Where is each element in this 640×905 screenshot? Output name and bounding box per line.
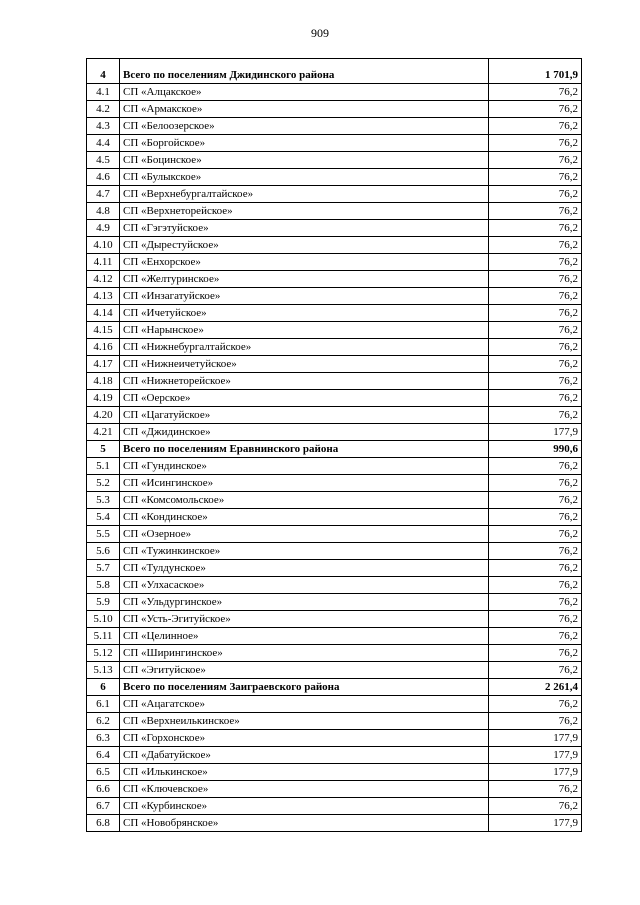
row-value: 76,2 bbox=[489, 645, 582, 662]
table-row bbox=[87, 339, 582, 356]
row-value: 76,2 bbox=[489, 84, 582, 101]
row-number: 4.1 bbox=[87, 84, 120, 101]
row-name: СП «Исингинское» bbox=[120, 475, 489, 492]
table-row bbox=[87, 169, 582, 186]
row-name: СП «Ичетуйское» bbox=[120, 305, 489, 322]
table-row bbox=[87, 118, 582, 135]
table-row bbox=[87, 203, 582, 220]
row-number: 4.4 bbox=[87, 135, 120, 152]
row-number: 6.7 bbox=[87, 798, 120, 815]
row-number: 4.2 bbox=[87, 101, 120, 118]
row-number: 6.6 bbox=[87, 781, 120, 798]
row-number: 5.7 bbox=[87, 560, 120, 577]
row-number: 4.21 bbox=[87, 424, 120, 441]
row-value: 76,2 bbox=[489, 101, 582, 118]
row-number: 4.17 bbox=[87, 356, 120, 373]
table-row bbox=[87, 458, 582, 475]
table-row bbox=[87, 271, 582, 288]
row-name: СП «Улхасаское» bbox=[120, 577, 489, 594]
table-row bbox=[87, 577, 582, 594]
row-value: 76,2 bbox=[489, 135, 582, 152]
row-value: 177,9 bbox=[489, 424, 582, 441]
row-number: 4.20 bbox=[87, 407, 120, 424]
row-name: СП «Нижнебургалтайское» bbox=[120, 339, 489, 356]
row-name: СП «Горхонское» bbox=[120, 730, 489, 747]
table-row bbox=[87, 526, 582, 543]
row-name: СП «Озерное» bbox=[120, 526, 489, 543]
row-name: СП «Ульдургинское» bbox=[120, 594, 489, 611]
row-name: СП «Алцакское» bbox=[120, 84, 489, 101]
row-name: СП «Ширингинское» bbox=[120, 645, 489, 662]
table-row-total bbox=[87, 679, 582, 696]
table-row bbox=[87, 84, 582, 101]
row-name: СП «Нижнеторейское» bbox=[120, 373, 489, 390]
row-number: 4.14 bbox=[87, 305, 120, 322]
row-number: 6.5 bbox=[87, 764, 120, 781]
row-value: 1 701,9 bbox=[489, 59, 582, 84]
row-number: 4.8 bbox=[87, 203, 120, 220]
row-number: 4.19 bbox=[87, 390, 120, 407]
table-row bbox=[87, 764, 582, 781]
table-row bbox=[87, 186, 582, 203]
row-number: 4.13 bbox=[87, 288, 120, 305]
row-number: 5.1 bbox=[87, 458, 120, 475]
row-name: СП «Усть-Эгитуйское» bbox=[120, 611, 489, 628]
row-name: СП «Илькинское» bbox=[120, 764, 489, 781]
row-number: 5 bbox=[87, 441, 120, 458]
row-name: СП «Ацагатское» bbox=[120, 696, 489, 713]
table-row-total bbox=[87, 441, 582, 458]
row-number: 5.5 bbox=[87, 526, 120, 543]
row-value: 76,2 bbox=[489, 781, 582, 798]
row-value: 76,2 bbox=[489, 152, 582, 169]
table-row bbox=[87, 628, 582, 645]
row-value: 76,2 bbox=[489, 237, 582, 254]
row-value: 76,2 bbox=[489, 169, 582, 186]
row-name: СП «Инзагатуйское» bbox=[120, 288, 489, 305]
row-value: 76,2 bbox=[489, 560, 582, 577]
table-row bbox=[87, 475, 582, 492]
row-number: 4.12 bbox=[87, 271, 120, 288]
table-row bbox=[87, 713, 582, 730]
row-number: 4 bbox=[87, 59, 120, 84]
row-value: 76,2 bbox=[489, 594, 582, 611]
table-row bbox=[87, 288, 582, 305]
table-row bbox=[87, 424, 582, 441]
row-number: 5.6 bbox=[87, 543, 120, 560]
row-name: СП «Желтуринское» bbox=[120, 271, 489, 288]
row-name: СП «Целинное» bbox=[120, 628, 489, 645]
row-name: СП «Верхнебургалтайское» bbox=[120, 186, 489, 203]
table-row bbox=[87, 152, 582, 169]
row-value: 76,2 bbox=[489, 713, 582, 730]
table-row bbox=[87, 662, 582, 679]
row-name: СП «Белоозерское» bbox=[120, 118, 489, 135]
table-row bbox=[87, 305, 582, 322]
table-row bbox=[87, 543, 582, 560]
row-name: СП «Верхнеилькинское» bbox=[120, 713, 489, 730]
row-number: 5.3 bbox=[87, 492, 120, 509]
row-value: 76,2 bbox=[489, 458, 582, 475]
table-row bbox=[87, 492, 582, 509]
table-row bbox=[87, 696, 582, 713]
row-name: СП «Дырестуйское» bbox=[120, 237, 489, 254]
table-row-total bbox=[87, 59, 582, 84]
row-number: 4.16 bbox=[87, 339, 120, 356]
row-value: 76,2 bbox=[489, 577, 582, 594]
row-value: 76,2 bbox=[489, 390, 582, 407]
row-name: СП «Дабатуйское» bbox=[120, 747, 489, 764]
row-value: 76,2 bbox=[489, 339, 582, 356]
row-number: 5.2 bbox=[87, 475, 120, 492]
row-value: 76,2 bbox=[489, 356, 582, 373]
row-number: 5.13 bbox=[87, 662, 120, 679]
row-name: СП «Курбинское» bbox=[120, 798, 489, 815]
table-row bbox=[87, 611, 582, 628]
table-row bbox=[87, 509, 582, 526]
table-row bbox=[87, 237, 582, 254]
row-number: 6.3 bbox=[87, 730, 120, 747]
table-row bbox=[87, 815, 582, 832]
row-name: СП «Нижнеичетуйское» bbox=[120, 356, 489, 373]
row-value: 2 261,4 bbox=[489, 679, 582, 696]
allocation-table bbox=[86, 58, 582, 832]
row-number: 5.11 bbox=[87, 628, 120, 645]
row-number: 4.15 bbox=[87, 322, 120, 339]
row-number: 4.6 bbox=[87, 169, 120, 186]
table-row bbox=[87, 594, 582, 611]
row-name: СП «Верхнеторейское» bbox=[120, 203, 489, 220]
row-number: 6.1 bbox=[87, 696, 120, 713]
row-name: СП «Енхорское» bbox=[120, 254, 489, 271]
row-value: 76,2 bbox=[489, 526, 582, 543]
table-row bbox=[87, 747, 582, 764]
row-name: СП «Кондинское» bbox=[120, 509, 489, 526]
row-number: 4.18 bbox=[87, 373, 120, 390]
row-value: 76,2 bbox=[489, 543, 582, 560]
row-name: СП «Эгитуйское» bbox=[120, 662, 489, 679]
row-number: 4.10 bbox=[87, 237, 120, 254]
table-row bbox=[87, 798, 582, 815]
table-row bbox=[87, 560, 582, 577]
row-value: 76,2 bbox=[489, 611, 582, 628]
row-name: СП «Боргойское» bbox=[120, 135, 489, 152]
row-name: СП «Тужинкинское» bbox=[120, 543, 489, 560]
table-row bbox=[87, 322, 582, 339]
row-number: 5.8 bbox=[87, 577, 120, 594]
row-number: 6.8 bbox=[87, 815, 120, 832]
row-number: 4.9 bbox=[87, 220, 120, 237]
row-value: 76,2 bbox=[489, 254, 582, 271]
table-row bbox=[87, 645, 582, 662]
row-number: 5.9 bbox=[87, 594, 120, 611]
row-name: СП «Гэгэтуйское» bbox=[120, 220, 489, 237]
row-value: 76,2 bbox=[489, 305, 582, 322]
table-row bbox=[87, 135, 582, 152]
row-value: 76,2 bbox=[489, 662, 582, 679]
row-value: 177,9 bbox=[489, 730, 582, 747]
row-name: СП «Тулдунское» bbox=[120, 560, 489, 577]
row-number: 6.2 bbox=[87, 713, 120, 730]
row-value: 177,9 bbox=[489, 764, 582, 781]
table-row bbox=[87, 781, 582, 798]
row-number: 4.7 bbox=[87, 186, 120, 203]
row-name: СП «Булыкское» bbox=[120, 169, 489, 186]
row-value: 76,2 bbox=[489, 475, 582, 492]
row-value: 76,2 bbox=[489, 288, 582, 305]
row-name: СП «Оерское» bbox=[120, 390, 489, 407]
row-number: 6.4 bbox=[87, 747, 120, 764]
row-number: 4.11 bbox=[87, 254, 120, 271]
table-row bbox=[87, 730, 582, 747]
row-value: 76,2 bbox=[489, 203, 582, 220]
row-name: СП «Гундинское» bbox=[120, 458, 489, 475]
row-number: 4.5 bbox=[87, 152, 120, 169]
row-number: 5.10 bbox=[87, 611, 120, 628]
row-name: СП «Джидинское» bbox=[120, 424, 489, 441]
row-name: СП «Новобрянское» bbox=[120, 815, 489, 832]
row-value: 76,2 bbox=[489, 220, 582, 237]
row-name: Всего по поселениям Заиграевского района bbox=[120, 679, 489, 696]
row-name: Всего по поселениям Джидинского района bbox=[120, 59, 489, 84]
row-value: 76,2 bbox=[489, 118, 582, 135]
row-value: 76,2 bbox=[489, 407, 582, 424]
row-number: 6 bbox=[87, 679, 120, 696]
row-value: 76,2 bbox=[489, 509, 582, 526]
row-number: 5.4 bbox=[87, 509, 120, 526]
row-name: СП «Боцинское» bbox=[120, 152, 489, 169]
row-value: 76,2 bbox=[489, 186, 582, 203]
row-name: СП «Нарынское» bbox=[120, 322, 489, 339]
page-number: 909 bbox=[311, 26, 329, 40]
row-name: СП «Комсомольское» bbox=[120, 492, 489, 509]
row-value: 76,2 bbox=[489, 696, 582, 713]
table-row bbox=[87, 390, 582, 407]
row-value: 76,2 bbox=[489, 628, 582, 645]
row-name: СП «Ключевское» bbox=[120, 781, 489, 798]
row-value: 76,2 bbox=[489, 492, 582, 509]
row-name: СП «Армакское» bbox=[120, 101, 489, 118]
row-value: 76,2 bbox=[489, 798, 582, 815]
row-value: 76,2 bbox=[489, 271, 582, 288]
row-name: СП «Цагатуйское» bbox=[120, 407, 489, 424]
table-row bbox=[87, 356, 582, 373]
table-row bbox=[87, 407, 582, 424]
row-number: 4.3 bbox=[87, 118, 120, 135]
table-row bbox=[87, 220, 582, 237]
row-value: 990,6 bbox=[489, 441, 582, 458]
row-name: Всего по поселениям Еравнинского района bbox=[120, 441, 489, 458]
row-number: 5.12 bbox=[87, 645, 120, 662]
table-row bbox=[87, 101, 582, 118]
table-row bbox=[87, 373, 582, 390]
table-body bbox=[87, 59, 582, 832]
row-value: 177,9 bbox=[489, 747, 582, 764]
row-value: 177,9 bbox=[489, 815, 582, 832]
row-value: 76,2 bbox=[489, 322, 582, 339]
row-value: 76,2 bbox=[489, 373, 582, 390]
table-row bbox=[87, 254, 582, 271]
